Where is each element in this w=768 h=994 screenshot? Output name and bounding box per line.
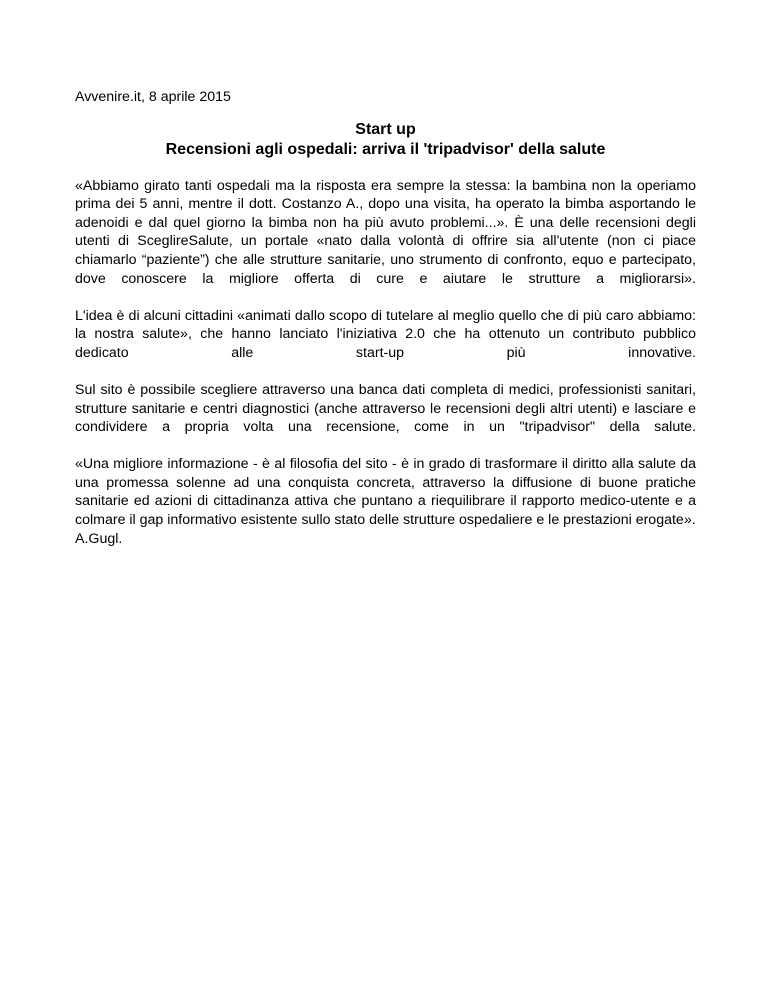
paragraph-1: «Abbiamo girato tanti ospedali ma la risposta era sempre la stessa: la bambina non la operiamo prima dei 5 anni, mentre il dott. Costanzo A., dopo una visita, ha operato la bimba asportando le adenoidi e dal quel giorno la bimba non ha più avuto problemi...». È una delle recensioni degli utenti di SceglireSalute, un portale «nato dalla volontà di offrire sia all'utente (non ci piace chiamarlo “paziente”) che alle strutture sanitarie, uno strumento di confronto, equo e partecipato, dove conoscere la migliore offerta di cure e aiutare le strutture a migliorarsi». [75,177,696,287]
document-page [75,88,696,548]
source-line: Avvenire.it, 8 aprile 2015 [75,89,231,105]
paragraph-4: «Una migliore informazione - è al filosofia del sito - è in grado di trasformare il diritto alla salute da una promessa solenne ad una conquista concreta, attraverso la diffusione di buone pratiche sanitarie ed azioni di cittadinanza attiva che puntano a riequilibrare il rapporto medico-utente e a colmare il gap informativo esistente sullo stato delle strutture ospedaliere e le prestazioni erogate». [75,456,696,528]
title-block [75,120,696,160]
author-signature: A.Gugl. [75,530,123,547]
article-title: Recensioni agli ospedali: arriva il 'tripadvisor' della salute [165,140,606,158]
paragraph-3: Sul sito è possibile scegliere attraverso una banca dati completa di medici, professionisti sanitari, strutture sanitarie e centri diagnostici (anche attraverso le recensioni degli altri utenti) e lasciare e condividere a propria volta una recensione, come in un "tripadvisor" della salute. [75,381,696,436]
paragraph-2: L'idea è di alcuni cittadini «animati dallo scopo di tutelare al meglio quello che di più caro abbiamo: la nostra salute», che hanno lanciato l'iniziativa 2.0 che ha ottenuto un contributo pubblico dedicato alle start-up più innovative. [75,307,696,361]
article-kicker: Start up [355,120,416,138]
